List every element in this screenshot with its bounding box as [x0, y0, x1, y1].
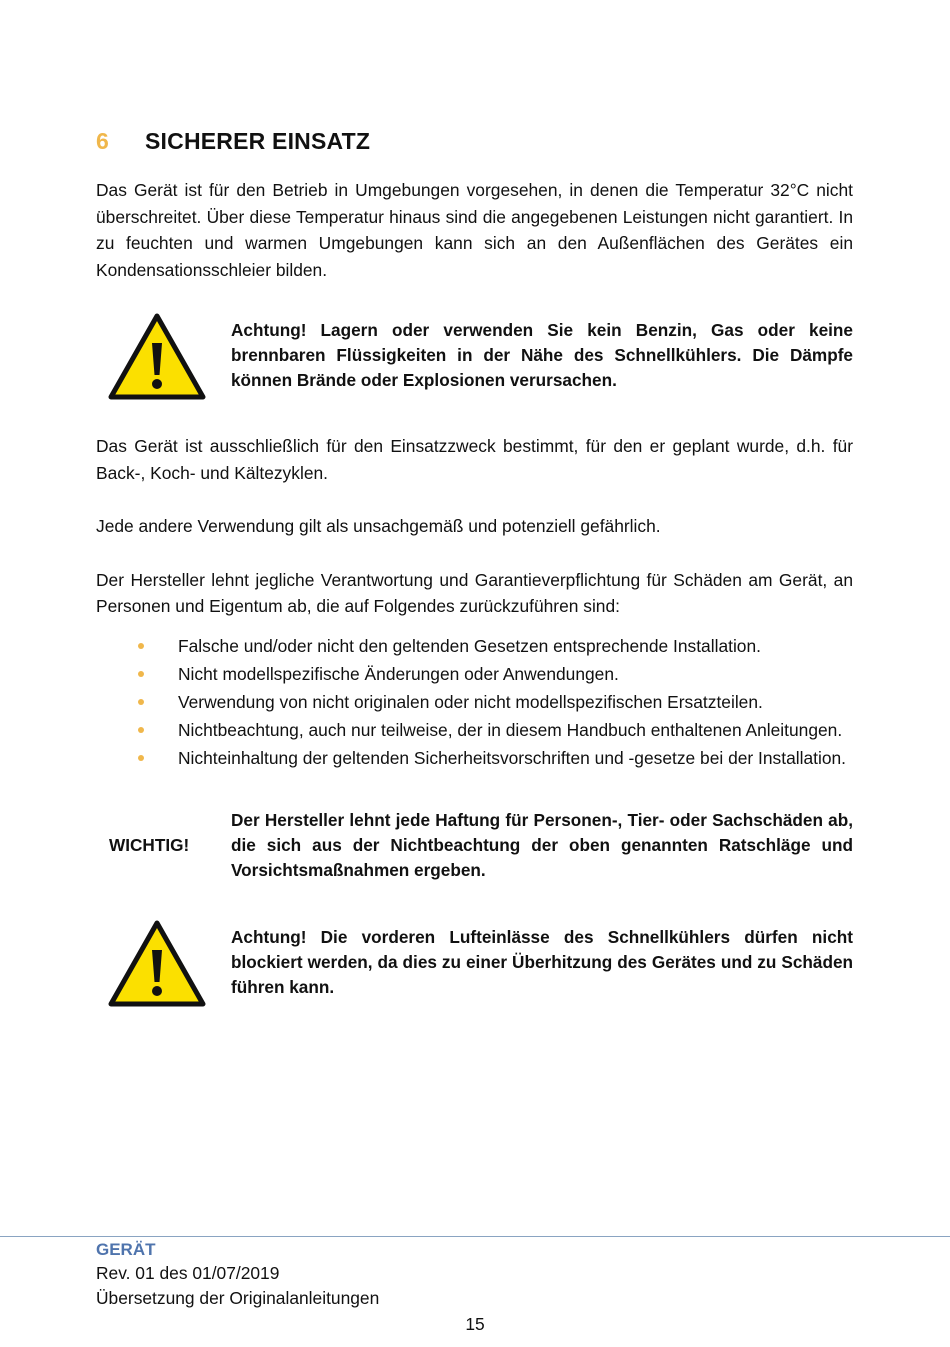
list-item-text: Nichtbeachtung, auch nur teilweise, der in diesem Handbuch enthaltenen Anleitungen. [178, 719, 843, 740]
section-title: SICHERER EINSATZ [145, 128, 371, 154]
misuse-paragraph: Jede andere Verwendung gilt als unsachgemäß und potenziell gefährlich. [96, 516, 661, 536]
page-number: 15 [465, 1314, 485, 1334]
fuel-warning-block [96, 313, 853, 401]
footer [96, 1239, 856, 1311]
footer-translation: Übersetzung der Originalanleitungen [96, 1288, 380, 1308]
list-item-text: Falsche und/oder nicht den geltenden Gesetzen entsprechende Installation. [178, 635, 761, 656]
warning-triangle-icon [108, 920, 206, 1008]
list-item [96, 689, 853, 716]
list-item [96, 745, 853, 772]
bullet-icon [138, 755, 144, 761]
warning-triangle-icon [108, 313, 206, 401]
list-item [96, 717, 853, 744]
bullet-icon [138, 643, 144, 649]
warning-icon-container [96, 920, 231, 1008]
purpose-paragraph: Das Gerät ist ausschließlich für den Einsatzzweck bestimmt, für den er geplant wurde, d.h. für Back-, Koch- und Kältezyklen. [96, 436, 853, 483]
warning-icon-container [96, 313, 231, 401]
important-text: Der Hersteller lehnt jede Haftung für Personen-, Tier- oder Sachschäden ab, die sich aus der Nichtbeachtung der oben genannten Ratschläge und Vorsichtsmaßnahmen ergeben. [231, 810, 853, 880]
important-label: WICHTIG! [109, 835, 190, 855]
list-item-text: Verwendung von nicht originalen oder nicht modellspezifischen Ersatzteilen. [178, 691, 763, 712]
list-item [96, 633, 853, 660]
bullet-icon [138, 699, 144, 705]
causes-list [96, 633, 853, 772]
bullet-icon [138, 671, 144, 677]
footer-revision: Rev. 01 des 01/07/2019 [96, 1263, 280, 1283]
footer-divider [0, 1236, 950, 1237]
list-item-text: Nicht modellspezifische Änderungen oder Anwendungen. [178, 663, 619, 684]
list-item-text: Nichteinhaltung der geltenden Sicherheitsvorschriften und -gesetze bei der Installation. [178, 747, 847, 768]
section-heading [96, 128, 853, 164]
bullet-icon [138, 727, 144, 733]
section-number: 6 [96, 128, 109, 154]
intro-paragraph: Das Gerät ist für den Betrieb in Umgebungen vorgesehen, in denen die Temperatur 32°C nicht überschreitet. Über diese Temperatur hinaus sind die angegebenen Leistungen nicht garantiert. In zu feuchten und warmen Umgebungen kann sich an den Außenflächen des Gerätes ein Kondensationsschleier bilden. [96, 180, 853, 280]
air-inlet-warning-block [96, 920, 853, 1008]
fuel-warning-text: Achtung! Lagern oder verwenden Sie kein Benzin, Gas oder keine brennbaren Flüssigkeiten in der Nähe des Schnellkühlers. Die Dämpfe können Brände oder Explosionen verursachen. [231, 320, 853, 390]
liability-paragraph: Der Hersteller lehnt jegliche Verantwortung und Garantieverpflichtung für Schäden am Gerät, an Personen und Eigentum ab, die auf Folgendes zurückzuführen sind: [96, 569, 853, 616]
list-item [96, 661, 853, 688]
important-notice-block [96, 808, 853, 883]
footer-label: GERÄT [96, 1240, 156, 1259]
page-content [96, 128, 853, 1008]
air-inlet-warning-text: Achtung! Die vorderen Lufteinlässe des Schnellkühlers dürfen nicht blockiert werden, da dies zu einer Überhitzung des Gerätes und zu Schäden führen kann. [231, 927, 853, 997]
